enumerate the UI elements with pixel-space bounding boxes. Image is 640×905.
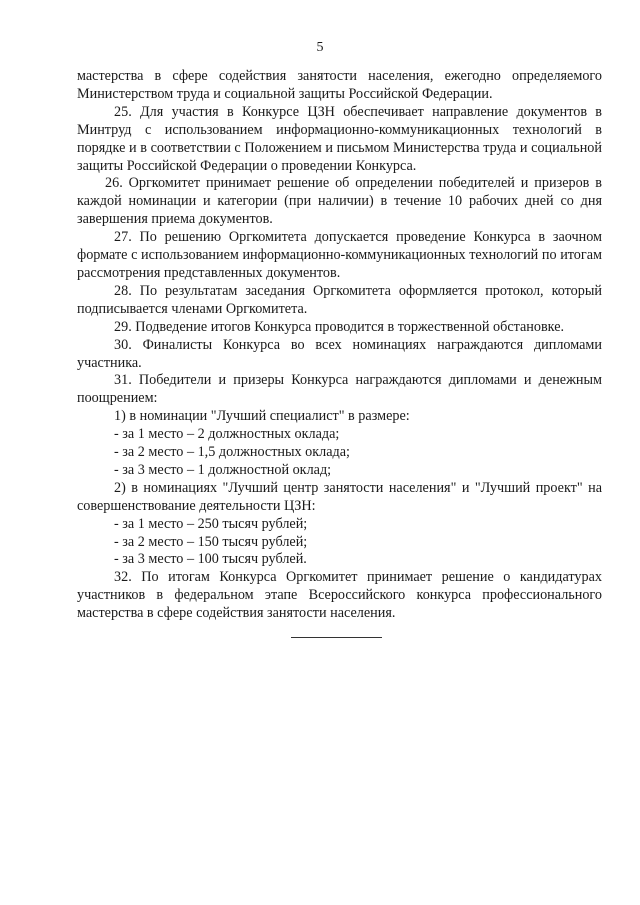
list-item-specialist-2nd: - за 2 место – 1,5 должностных оклада;	[114, 444, 350, 461]
paragraph-28: 28. По результатам заседания Оргкомитета оформляется протокол, который подписывается членами Оргкомитета.	[77, 282, 602, 317]
paragraph-32: 32. По итогам Конкурса Оргкомитет принимает решение о кандидатурах участников в федеральном этапе Всероссийского конкурса профессионального мастерства в сфере содействия занятости населения.	[77, 569, 602, 622]
list-item-center-3rd: - за 3 место – 100 тысяч рублей.	[114, 551, 307, 568]
paragraph-25: 25. Для участия в Конкурсе ЦЗН обеспечивает направление документов в Минтруд с использованием информационно-коммуникационных технологий в порядке и в соответствии с Положением и письмом Министерства труда и социальной защиты Российской Федерации о проведении Конкурса.	[77, 103, 602, 174]
list-item-center-1st: - за 1 место – 250 тысяч рублей;	[114, 515, 308, 532]
paragraph-26: 26. Оргкомитет принимает решение об определении победителей и призеров в каждой номинации и категории (при наличии) в течение 10 рабочих дней со дня завершения приема документов.	[77, 175, 602, 228]
paragraph-30: 30. Финалисты Конкурса во всех номинациях награждаются дипломами участника.	[77, 336, 602, 371]
list-item-center-2nd: - за 2 место – 150 тысяч рублей;	[114, 533, 308, 550]
paragraph-31: 31. Победители и призеры Конкурса награждаются дипломами и денежным поощрением:	[77, 372, 602, 407]
list-item-specialist-3rd: - за 3 место – 1 должностной оклад;	[114, 461, 332, 478]
paragraph-31-item-2: 2) в номинациях "Лучший центр занятости населения" и "Лучший проект" на совершенствование деятельности ЦЗН:	[77, 479, 602, 514]
paragraph-27: 27. По решению Оргкомитета допускается проведение Конкурса в заочном формате с использованием информационно-коммуникационных технологий по итогам рассмотрения представленных документов.	[77, 229, 602, 281]
end-divider-line	[291, 637, 382, 638]
list-item-specialist-1st: - за 1 место – 2 должностных оклада;	[114, 426, 340, 443]
paragraph-31-item-1: 1) в номинации "Лучший специалист" в размере:	[114, 408, 410, 425]
paragraph-continuation: мастерства в сфере содействия занятости населения, ежегодно определяемого Министерством труда и социальной защиты Российской Федерации.	[77, 68, 602, 102]
page-number: 5	[316, 40, 324, 55]
document-body	[77, 68, 602, 623]
paragraph-29: 29. Подведение итогов Конкурса проводится в торжественной обстановке.	[114, 318, 565, 335]
